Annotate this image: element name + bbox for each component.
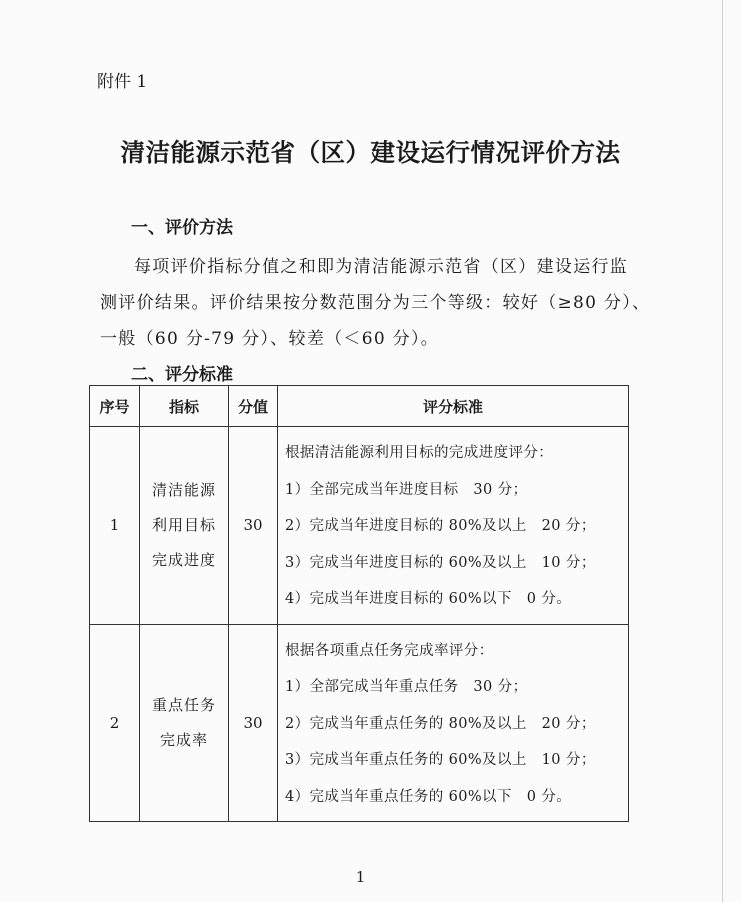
section-1-line-1: 每项评价指标分值之和即为清洁能源示范省（区）建设运行监	[134, 257, 629, 277]
row-criteria	[278, 624, 629, 822]
header-score: 分值	[229, 386, 278, 427]
criteria-line: 2）完成当年进度目标的 80%及以上 20 分；	[285, 518, 596, 534]
section-1-heading: 一、评价方法	[131, 218, 233, 238]
row-score: 30	[229, 427, 278, 625]
header-criteria: 评分标准	[278, 386, 629, 427]
indicator-line: 完成率	[159, 730, 208, 749]
criteria-line: 根据清洁能源利用目标的完成进度评分：	[285, 445, 554, 461]
table-row	[90, 427, 629, 625]
indicator-line: 重点任务	[151, 695, 216, 714]
criteria-line: 2）完成当年重点任务的 80%及以上 20 分；	[285, 715, 596, 732]
criteria-line: 4）完成当年进度目标的 60%以下 0 分。	[285, 591, 572, 607]
table-row	[90, 624, 629, 822]
criteria-line: 3）完成当年进度目标的 60%及以上 10 分；	[285, 554, 596, 571]
row-no: 2	[90, 624, 140, 822]
row-criteria	[278, 427, 629, 625]
criteria-line: 4）完成当年重点任务的 60%以下 0 分。	[285, 788, 572, 805]
row-indicator	[140, 427, 229, 625]
attachment-label: 附件 1	[97, 72, 148, 92]
indicator-line: 清洁能源	[151, 480, 216, 499]
criteria-line: 根据各项重点任务完成率评分：	[285, 642, 494, 659]
header-no: 序号	[90, 386, 140, 427]
criteria-line: 1）全部完成当年进度目标 30 分；	[285, 481, 528, 498]
document-title: 清洁能源示范省（区）建设运行情况评价方法	[120, 138, 621, 167]
indicator-line: 利用目标	[151, 515, 216, 534]
row-no: 1	[90, 427, 140, 625]
indicator-line: 完成进度	[151, 550, 216, 569]
scoring-table	[89, 385, 629, 822]
section-1-line-2: 测评价结果。评价结果按分数范围分为三个等级：较好（≥80 分）、	[100, 293, 651, 313]
row-score: 30	[229, 624, 278, 822]
section-1-line-3: 一般（60 分-79 分）、较差（＜60 分）。	[100, 329, 440, 349]
table-header-row	[90, 386, 629, 427]
header-indicator: 指标	[140, 386, 229, 427]
criteria-line: 1）全部完成当年重点任务 30 分；	[285, 679, 528, 695]
section-2-heading: 二、评分标准	[131, 365, 233, 385]
criteria-line: 3）完成当年重点任务的 60%及以上 10 分；	[285, 752, 596, 768]
page-number: 1	[355, 868, 366, 886]
row-indicator	[140, 624, 229, 822]
